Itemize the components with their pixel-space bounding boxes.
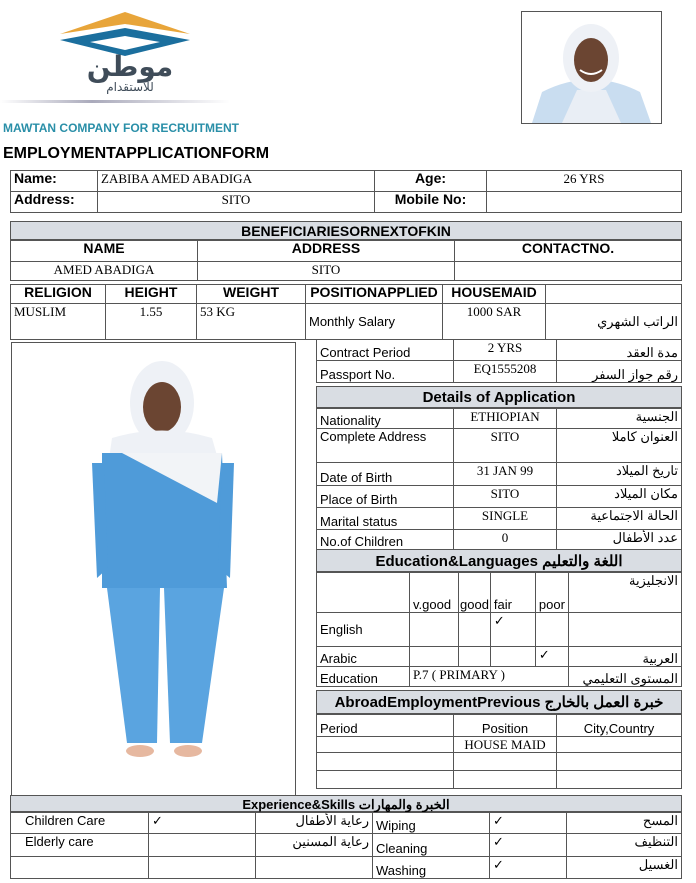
- complete-address-arabic: العنوان كاملا: [557, 429, 682, 463]
- pob-label: Place of Birth: [317, 486, 454, 508]
- passport-photo: [521, 11, 662, 124]
- beneficiaries-title: BENEFICIARIESORNEXTOFKIN: [10, 221, 682, 240]
- person-full-body-icon: [12, 343, 295, 796]
- skill-wiping-arabic: المسح: [567, 813, 682, 834]
- religion-label: RELIGION: [11, 285, 106, 304]
- dob-label: Date of Birth: [317, 463, 454, 486]
- children-arabic: عدد الأطفال: [557, 530, 682, 550]
- age-label: Age:: [375, 171, 487, 192]
- details-title: Details of Application: [316, 386, 682, 408]
- english-label: English: [317, 613, 410, 647]
- skill-washing-label: Washing: [373, 857, 490, 879]
- person-portrait-icon: [522, 12, 661, 123]
- children-value: 0: [454, 530, 557, 550]
- english-arabic: [568, 613, 681, 647]
- nationality-value: ETHIOPIAN: [454, 409, 557, 429]
- position-value: HOUSEMAID: [443, 285, 546, 304]
- beneficiary-address-label: ADDRESS: [198, 241, 455, 262]
- skill-elderly-care-arabic: رعاية المسنين: [256, 834, 373, 857]
- salary-label: Monthly Salary: [306, 304, 443, 340]
- beneficiary-name-label: NAME: [11, 241, 198, 262]
- age-value: 26 YRS: [487, 171, 682, 192]
- education-title-en: Education&Languages: [375, 553, 538, 570]
- passport-label: Passport No.: [317, 361, 454, 383]
- salary-arabic: الراتب الشهري: [546, 304, 682, 340]
- abroad-title: [316, 690, 682, 714]
- languages-table: [316, 572, 682, 687]
- height-value: 1.55: [106, 304, 197, 340]
- abroad-position-label: Position: [454, 715, 557, 737]
- company-logo: [30, 6, 220, 102]
- skill-children-care-check: ✓: [149, 813, 256, 834]
- skill-elderly-care-label: Elderly care: [11, 834, 149, 857]
- religion-value: MUSLIM: [11, 304, 106, 340]
- contract-period-arabic: مدة العقد: [557, 340, 682, 361]
- education-value: P.7 ( PRIMARY ): [410, 667, 569, 687]
- skills-title: [10, 795, 682, 812]
- skill-elderly-care-check: [149, 834, 256, 857]
- beneficiary-address-value: SITO: [198, 262, 455, 281]
- logo-arabic-text: موطن: [86, 50, 174, 83]
- education-title: [316, 549, 682, 572]
- level-vgood: v.good: [410, 573, 459, 613]
- skills-title-en: Experience&Skills: [242, 797, 356, 812]
- skill-cleaning-label: Cleaning: [373, 834, 490, 857]
- children-label: No.of Children: [317, 530, 454, 550]
- skill-cleaning-arabic: التنظيف: [567, 834, 682, 857]
- beneficiaries-table: [10, 240, 682, 281]
- marital-arabic: الحالة الاجتماعية: [557, 508, 682, 530]
- salary-value: 1000 SAR: [443, 304, 546, 340]
- period-label: Period: [317, 715, 454, 737]
- beneficiary-contact-value: [455, 262, 682, 281]
- beneficiary-contact-label: CONTACTNO.: [455, 241, 682, 262]
- skill-washing-arabic: الغسيل: [567, 857, 682, 879]
- beneficiary-name-value: AMED ABADIGA: [11, 262, 198, 281]
- logo-underline: [0, 100, 230, 103]
- education-label: Education: [317, 667, 410, 687]
- weight-label: WEIGHT: [197, 285, 306, 304]
- dob-value: 31 JAN 99: [454, 463, 557, 486]
- marital-label: Marital status: [317, 508, 454, 530]
- pob-value: SITO: [454, 486, 557, 508]
- skill-wiping-check: ✓: [490, 813, 567, 834]
- pob-arabic: مكان الميلاد: [557, 486, 682, 508]
- skill-wiping-label: Wiping: [373, 813, 490, 834]
- abroad-title-en: AbroadEmploymentPrevious: [334, 694, 541, 711]
- skills-title-ar: الخبرة والمهارات: [358, 797, 450, 812]
- contract-period-label: Contract Period: [317, 340, 454, 361]
- company-name: MAWTAN COMPANY FOR RECRUITMENT: [3, 121, 239, 135]
- skill-children-care-arabic: رعاية الأطفال: [256, 813, 373, 834]
- complete-address-value: SITO: [454, 429, 557, 463]
- logo-arabic-subtext: للاستقدام: [106, 80, 154, 94]
- contract-table: [316, 339, 682, 383]
- complete-address-label: Complete Address: [317, 429, 454, 463]
- arabic-label: Arabic: [317, 647, 410, 667]
- position-label: POSITIONAPPLIED: [306, 285, 443, 304]
- skill-children-care-label: Children Care: [11, 813, 149, 834]
- full-body-photo: [11, 342, 296, 797]
- nationality-arabic: الجنسية: [557, 409, 682, 429]
- personal-info-table: [10, 284, 682, 340]
- details-table: [316, 408, 682, 550]
- dob-arabic: تاريخ الميلاد: [557, 463, 682, 486]
- form-title: EMPLOYMENTAPPLICATIONFORM: [3, 145, 270, 162]
- passport-arabic: رقم جواز السفر: [557, 361, 682, 383]
- abroad-title-ar: خبرة العمل بالخارج: [544, 694, 664, 711]
- nationality-label: Nationality: [317, 409, 454, 429]
- education-title-ar: اللغة والتعليم: [542, 553, 623, 570]
- passport-value: EQ1555208: [454, 361, 557, 383]
- english-arabic-header: الانجليزية: [568, 573, 681, 613]
- skill-cleaning-check: ✓: [490, 834, 567, 857]
- name-label: Name:: [11, 171, 98, 192]
- address-label: Address:: [11, 192, 98, 213]
- abroad-position-value: HOUSE MAID: [454, 737, 557, 753]
- marital-value: SINGLE: [454, 508, 557, 530]
- height-label: HEIGHT: [106, 285, 197, 304]
- skills-table: [10, 812, 682, 879]
- contract-period-value: 2 YRS: [454, 340, 557, 361]
- english-check: ✓: [490, 613, 535, 647]
- abroad-table: [316, 714, 682, 789]
- level-poor: poor: [535, 573, 568, 613]
- mobile-label: Mobile No:: [375, 192, 487, 213]
- weight-value: 53 KG: [197, 304, 306, 340]
- level-good: good: [459, 573, 491, 613]
- applicant-header-table: [10, 170, 682, 213]
- mobile-value: [487, 192, 682, 213]
- name-value: ZABIBA AMED ABADIGA: [98, 171, 375, 192]
- skill-washing-check: ✓: [490, 857, 567, 879]
- education-arabic: المستوى التعليمي: [568, 667, 681, 687]
- arabic-arabic: العربية: [568, 647, 681, 667]
- city-country-label: City,Country: [557, 715, 682, 737]
- arabic-check: ✓: [535, 647, 568, 667]
- address-value: SITO: [98, 192, 375, 213]
- level-fair: fair: [490, 573, 535, 613]
